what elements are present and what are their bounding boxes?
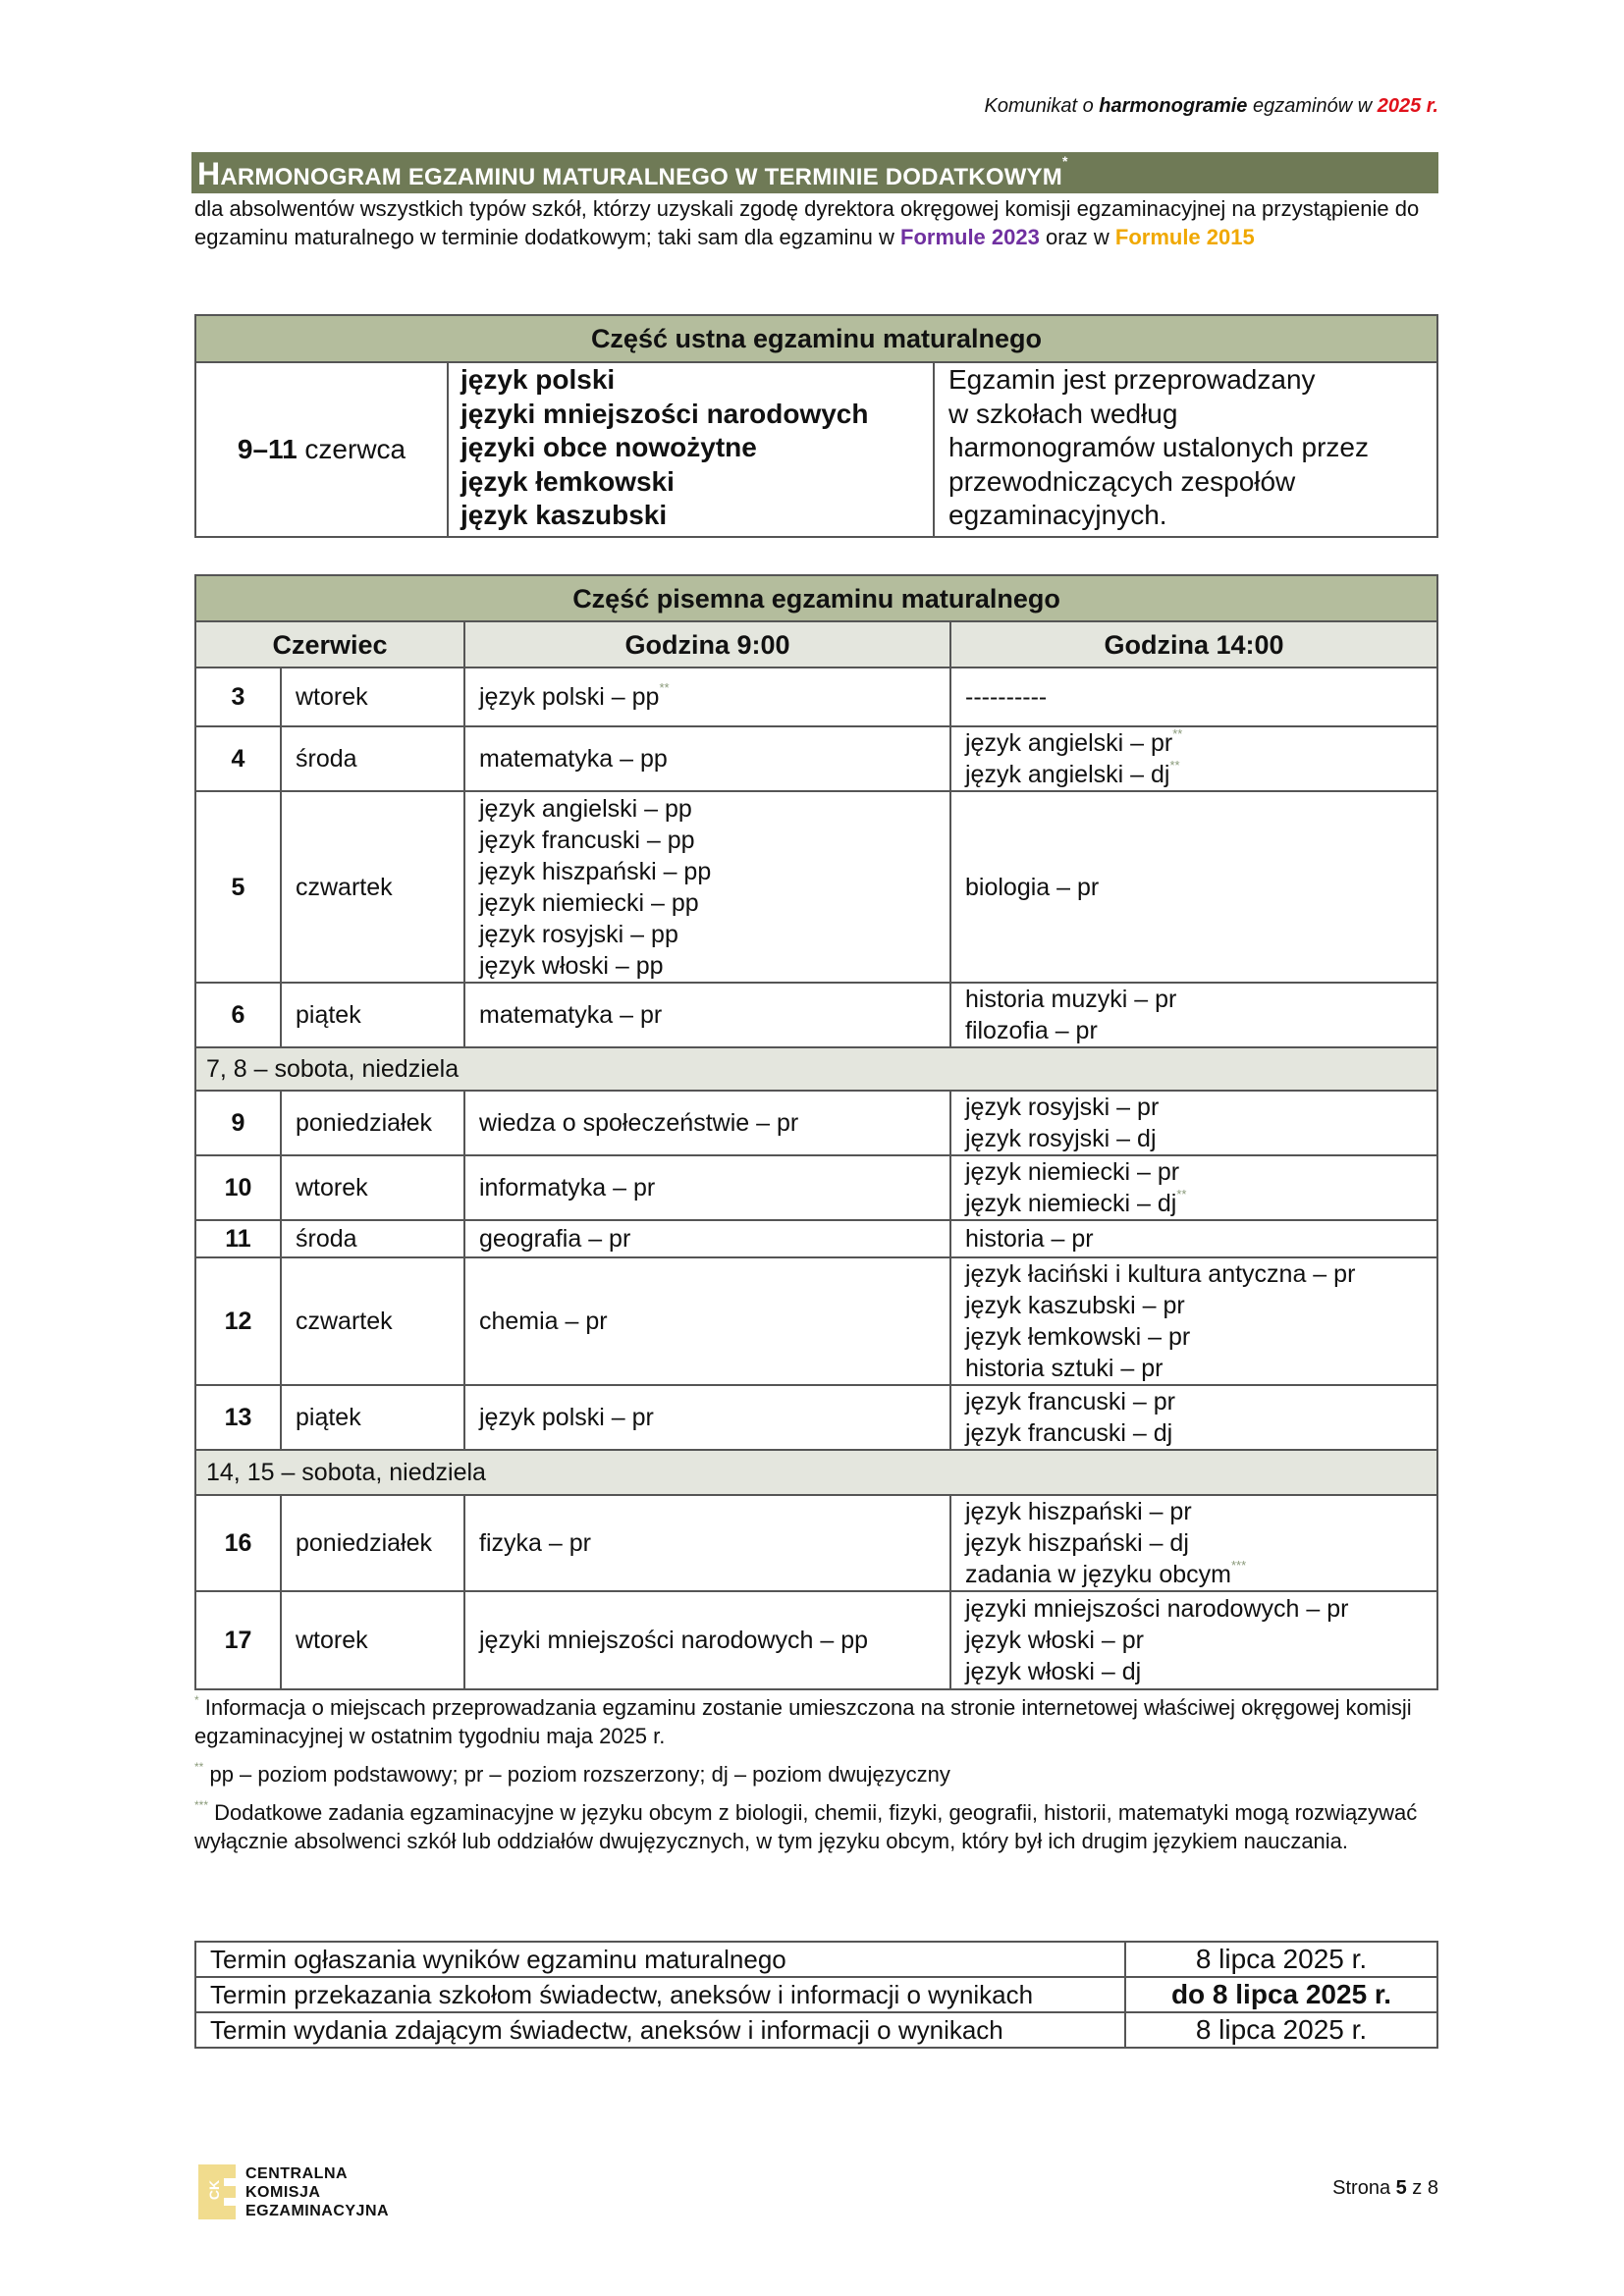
exam-day-row [195, 1591, 1437, 1689]
exam-entry [965, 1188, 1436, 1219]
footnote-text: Dodatkowe zadania egzaminacyjne w języku obcym z biologii, chemii, fizyki, geografii, historii, matematyki mogą rozwiązywać wyłącznie absolwenci szkół lub oddziałów dwujęzycznych, w tym języku obcym, który był ich drugim językiem nauczania. [194, 1800, 1418, 1853]
day-number: 12 [195, 1257, 281, 1385]
exam-subject: historia sztuki – pr [965, 1355, 1164, 1382]
weekday: czwartek [281, 1257, 464, 1385]
exam-entry [965, 1417, 1436, 1449]
afternoon-exams [950, 983, 1437, 1047]
day-number: 16 [195, 1495, 281, 1591]
day-number: 4 [195, 726, 281, 791]
exam-entry [965, 1386, 1436, 1417]
exam-subject: język francuski – pr [965, 1388, 1175, 1415]
weekday: wtorek [281, 667, 464, 726]
oral-note-line: harmonogramów ustalonych przez [948, 432, 1369, 462]
results-value: 8 lipca 2025 r. [1125, 2012, 1437, 2048]
column-header-morning: Godzina 9:00 [464, 621, 950, 667]
weekday: poniedziałek [281, 1495, 464, 1591]
day-number: 6 [195, 983, 281, 1047]
exam-subject: język rosyjski – dj [965, 1125, 1157, 1152]
morning-exams [464, 1495, 950, 1591]
results-dates-table [194, 1941, 1438, 2049]
logo-mark-text: CK [206, 2179, 222, 2201]
weekend-row [195, 1450, 1437, 1495]
exam-entry [965, 1527, 1436, 1559]
exam-subject: język niemiecki – dj [965, 1190, 1177, 1217]
afternoon-exams [950, 1385, 1437, 1450]
afternoon-exams [950, 1155, 1437, 1220]
morning-exams [464, 1091, 950, 1155]
exam-subject: język rosyjski – pp [479, 920, 678, 948]
results-row [195, 1942, 1437, 1977]
exam-subject: język niemiecki – pp [479, 888, 699, 917]
day-number: 5 [195, 791, 281, 983]
footnote-text: pp – poziom podstawowy; pr – poziom rozszerzony; dj – poziom dwujęzyczny [203, 1762, 950, 1787]
exam-entry [965, 1092, 1436, 1123]
exam-subject: historia – pr [965, 1225, 1094, 1253]
morning-exams [464, 1257, 950, 1385]
page-total: 8 [1427, 2177, 1438, 2199]
afternoon-exams [950, 1495, 1437, 1591]
oral-note-line: przewodniczących zespołów [948, 465, 1296, 497]
cke-logo-mark-icon [198, 2164, 236, 2219]
results-row [195, 1977, 1437, 2012]
running-head-year: 2025 r. [1377, 95, 1438, 117]
results-label: Termin wydania zdającym świadectw, aneksów i informacji o wynikach [195, 2012, 1125, 2048]
footnote-text: Informacja o miejscach przeprowadzania egzaminu zostanie umieszczona na stronie internetowej właściwej okręgowej komisji egzaminacyjnej w ostatnim tygodniu maja 2025 r. [194, 1695, 1412, 1748]
exam-subject: język włoski – pp [479, 951, 664, 980]
footnote-mark: ** [194, 1760, 204, 1774]
results-label: Termin przekazania szkołom świadectw, aneksów i informacji o wynikach [195, 1977, 1125, 2012]
morning-exams [464, 983, 950, 1047]
page-current: 5 [1395, 2177, 1407, 2199]
page-prefix: Strona [1332, 2177, 1396, 2199]
exam-entry [965, 1353, 1436, 1384]
exam-entry [965, 1015, 1436, 1046]
exam-day-row [195, 1091, 1437, 1155]
exam-entry [965, 1559, 1436, 1590]
footnote-mark: *** [194, 1798, 209, 1812]
exam-entry [479, 681, 949, 713]
oral-note-line: egzaminacyjnych. [948, 500, 1167, 530]
weekend-label: 7, 8 – sobota, niedziela [195, 1047, 1437, 1091]
exam-day-row [195, 983, 1437, 1047]
written-exam-header: Część pisemna egzaminu maturalnego [195, 575, 1437, 621]
exam-subject: język polski – pr [479, 1404, 654, 1431]
exam-day-row [195, 1385, 1437, 1450]
morning-exams [464, 1155, 950, 1220]
formula-2023: Formule 2023 [900, 225, 1040, 249]
intro-text [194, 194, 1441, 251]
exam-day-row [195, 1155, 1437, 1220]
morning-exams [464, 1591, 950, 1689]
exam-entry [965, 681, 1436, 713]
exam-entry [479, 856, 949, 887]
exam-subject: język angielski – pr [965, 729, 1173, 757]
afternoon-exams [950, 1257, 1437, 1385]
exam-entry [479, 825, 949, 856]
exam-entry [965, 984, 1436, 1015]
oral-subject: język polski [460, 364, 616, 395]
weekday: środa [281, 1220, 464, 1257]
exam-entry [965, 1321, 1436, 1353]
exam-entry [965, 1156, 1436, 1188]
exam-entry [479, 1172, 949, 1203]
running-head [0, 95, 1438, 118]
exam-entry [965, 1625, 1436, 1656]
exam-subject: chemia – pr [479, 1308, 608, 1335]
oral-note-line: w szkołach według [948, 398, 1178, 429]
exam-subject: język angielski – dj [965, 761, 1170, 788]
morning-exams [464, 791, 950, 983]
footnote-ref: ** [1169, 758, 1180, 773]
logo-line: KOMISJA [245, 2184, 321, 2201]
exam-subject: język hiszpański – dj [965, 1529, 1189, 1557]
afternoon-exams [950, 1591, 1437, 1689]
weekday: środa [281, 726, 464, 791]
day-number: 10 [195, 1155, 281, 1220]
oral-date-month: czerwca [297, 434, 406, 464]
running-head-bold: harmonogramie [1099, 95, 1248, 117]
exam-entry [479, 919, 949, 950]
exam-entry [965, 1496, 1436, 1527]
day-number: 11 [195, 1220, 281, 1257]
footnote [194, 1693, 1441, 1750]
morning-exams [464, 1220, 950, 1257]
exam-subject: języki mniejszości narodowych – pr [965, 1595, 1349, 1623]
title-footnote-mark: * [1061, 153, 1068, 169]
results-row [195, 2012, 1437, 2048]
exam-subject: język łemkowski – pr [965, 1323, 1191, 1351]
oral-exam-note [934, 362, 1437, 537]
running-head-middle: egzaminów w [1247, 95, 1378, 117]
exam-subject: język rosyjski – pr [965, 1094, 1160, 1121]
title-first-letter: H [197, 156, 221, 191]
exam-entry [965, 1290, 1436, 1321]
oral-note-line: Egzamin jest przeprowadzany [948, 364, 1316, 395]
logo-line: EGZAMINACYJNA [245, 2203, 390, 2219]
exam-subject: język francuski – dj [965, 1419, 1173, 1447]
exam-subject: geografia – pr [479, 1225, 631, 1253]
exam-subject: filozofia – pr [965, 1017, 1098, 1044]
exam-day-row [195, 1257, 1437, 1385]
exam-subject: język polski – pp [479, 683, 660, 711]
exam-entry [479, 1107, 949, 1139]
oral-exam-table [194, 314, 1438, 538]
morning-exams [464, 726, 950, 791]
exam-subject: język kaszubski – pr [965, 1292, 1185, 1319]
morning-exams [464, 667, 950, 726]
weekday: wtorek [281, 1155, 464, 1220]
oral-subject: język kaszubski [460, 500, 668, 530]
exam-entry [479, 999, 949, 1031]
afternoon-exams [950, 791, 1437, 983]
exam-subject: matematyka – pr [479, 1001, 663, 1029]
day-number: 3 [195, 667, 281, 726]
exam-entry [965, 872, 1436, 903]
exam-subject: matematyka – pp [479, 745, 668, 773]
exam-subject: język hiszpański – pp [479, 857, 712, 885]
exam-subject: zadania w języku obcym [965, 1561, 1231, 1588]
afternoon-exams [950, 1091, 1437, 1155]
exam-subject: język włoski – pr [965, 1627, 1144, 1654]
exam-entry [479, 1527, 949, 1559]
exam-day-row [195, 667, 1437, 726]
weekday: piątek [281, 983, 464, 1047]
title-rest: ARMONOGRAM EGZAMINU MATURALNEGO W TERMINIE DODATKOWYM [220, 164, 1062, 190]
exam-entry [965, 1656, 1436, 1687]
exam-subject: historia muzyki – pr [965, 986, 1177, 1013]
weekday: wtorek [281, 1591, 464, 1689]
oral-date-days: 9–11 [237, 434, 298, 464]
column-header-afternoon: Godzina 14:00 [950, 621, 1437, 667]
exam-entry [965, 1123, 1436, 1154]
page-title [191, 152, 1438, 193]
weekday: piątek [281, 1385, 464, 1450]
exam-entry [965, 727, 1436, 759]
page-sep: z [1406, 2177, 1428, 2199]
exam-entry [479, 1306, 949, 1337]
results-value: do 8 lipca 2025 r. [1125, 1977, 1437, 2012]
column-header-month: Czerwiec [195, 621, 464, 667]
exam-entry [479, 1625, 949, 1656]
weekend-row [195, 1047, 1437, 1091]
exam-subject: języki mniejszości narodowych – pp [479, 1627, 869, 1654]
exam-subject: język łaciński i kultura antyczna – pr [965, 1260, 1356, 1288]
exam-subject: wiedza o społeczeństwie – pr [479, 1109, 799, 1137]
footnote-ref: ** [659, 680, 670, 695]
footnote-ref: *** [1230, 1558, 1247, 1573]
written-exam-table [194, 574, 1438, 1690]
footnote-ref: ** [1172, 726, 1183, 741]
exam-day-row [195, 1220, 1437, 1257]
logo-text [245, 2164, 389, 2220]
afternoon-exams [950, 667, 1437, 726]
exam-subject: ---------- [965, 683, 1048, 711]
exam-subject: język włoski – dj [965, 1658, 1142, 1685]
results-value: 8 lipca 2025 r. [1125, 1942, 1437, 1977]
intro-oraz: oraz w [1039, 225, 1115, 249]
exam-entry [479, 1223, 949, 1255]
exam-entry [479, 793, 949, 825]
page-number [1306, 2177, 1438, 2200]
weekend-label: 14, 15 – sobota, niedziela [195, 1450, 1437, 1495]
oral-exam-subjects [448, 362, 934, 537]
exam-subject: język francuski – pp [479, 826, 695, 854]
afternoon-exams [950, 1220, 1437, 1257]
exam-day-row [195, 791, 1437, 983]
footnote [194, 1798, 1441, 1855]
exam-subject: język hiszpański – pr [965, 1498, 1192, 1525]
footnotes [194, 1693, 1441, 1865]
footnote-ref: ** [1176, 1187, 1187, 1201]
intro-body: dla absolwentów wszystkich typów szkół, którzy uzyskali zgodę dyrektora okręgowej komisji egzaminacyjnej na przystąpienie do egzaminu maturalnego w terminie dodatkowym; taki sam dla egzaminu w [194, 196, 1420, 249]
oral-subject: języki mniejszości narodowych [460, 398, 869, 429]
footnote-mark: * [194, 1693, 199, 1707]
oral-exam-header: Część ustna egzaminu maturalnego [195, 315, 1437, 362]
footnote [194, 1760, 1441, 1789]
exam-subject: biologia – pr [965, 873, 1100, 901]
day-number: 9 [195, 1091, 281, 1155]
weekday: czwartek [281, 791, 464, 983]
afternoon-exams [950, 726, 1437, 791]
exam-day-row [195, 1495, 1437, 1591]
exam-entry [479, 887, 949, 919]
exam-entry [479, 1402, 949, 1433]
formula-2015: Formule 2015 [1114, 225, 1255, 249]
running-head-prefix: Komunikat o [984, 95, 1100, 117]
exam-subject: język niemiecki – pr [965, 1158, 1180, 1186]
exam-entry [965, 1258, 1436, 1290]
oral-exam-date [195, 362, 448, 537]
exam-entry [965, 759, 1436, 790]
logo-line: CENTRALNA [245, 2165, 349, 2182]
oral-subject: języki obce nowożytne [460, 432, 757, 462]
day-number: 17 [195, 1591, 281, 1689]
weekday: poniedziałek [281, 1091, 464, 1155]
exam-day-row [195, 726, 1437, 791]
exam-entry [965, 1593, 1436, 1625]
day-number: 13 [195, 1385, 281, 1450]
exam-subject: język angielski – pp [479, 794, 692, 823]
exam-entry [479, 743, 949, 774]
cke-logo [198, 2164, 444, 2223]
exam-subject: informatyka – pr [479, 1174, 656, 1201]
oral-subject: język łemkowski [460, 465, 675, 497]
morning-exams [464, 1385, 950, 1450]
exam-entry [479, 950, 949, 982]
results-label: Termin ogłaszania wyników egzaminu maturalnego [195, 1942, 1125, 1977]
exam-entry [965, 1223, 1436, 1255]
exam-subject: fizyka – pr [479, 1529, 591, 1557]
